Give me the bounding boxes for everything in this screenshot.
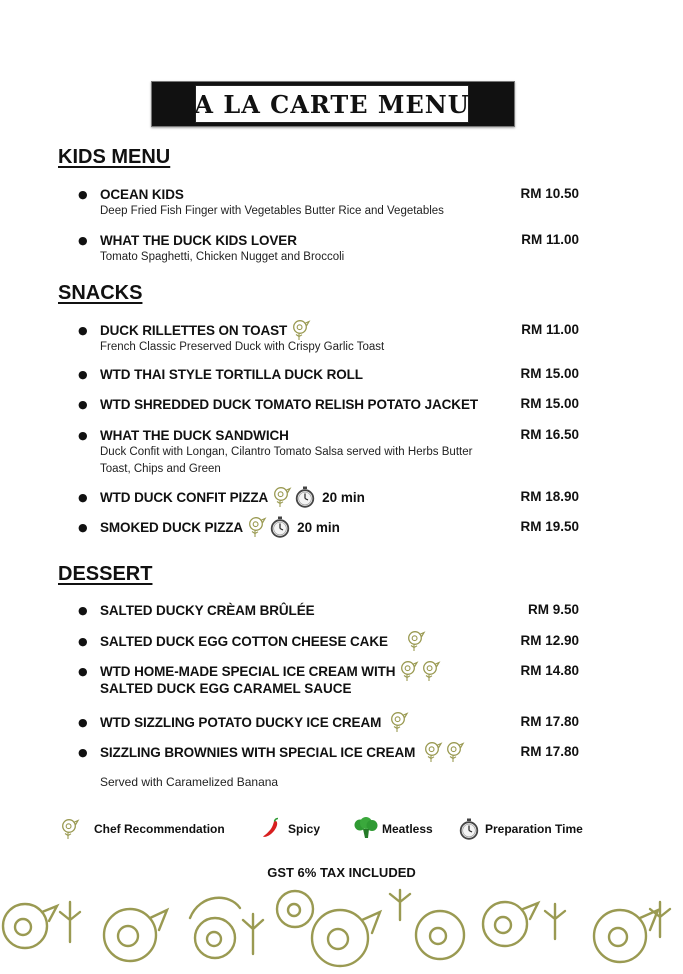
chef-recommendation-icon	[272, 486, 292, 508]
item-name: SMOKED DUCK PIZZA	[100, 519, 244, 535]
item-price: RM 18.90	[520, 489, 579, 504]
chef-recommendation-icon	[423, 741, 443, 763]
section-heading-dessert: DESSERT	[58, 563, 153, 585]
bullet: ●	[78, 187, 88, 201]
item-name: WTD HOME-MADE SPECIAL ICE CREAM WITH	[100, 663, 396, 679]
item-price: RM 19.50	[520, 519, 579, 534]
legend-chef-recommendation	[60, 815, 225, 843]
item-name: SALTED DUCKY CRÈAM BRÛLÉE	[100, 602, 315, 618]
section-heading-snacks: SNACKS	[58, 282, 143, 304]
bullet: ●	[78, 520, 88, 534]
menu-item	[78, 426, 588, 478]
item-name: WTD SHREDDED DUCK TOMATO RELISH POTATO JACKET	[100, 396, 479, 412]
bullet: ●	[78, 745, 88, 759]
item-price: RM 9.50	[527, 602, 579, 617]
item-price: RM 10.50	[520, 186, 579, 201]
icon-legend	[58, 815, 618, 843]
item-price: RM 17.80	[520, 714, 579, 729]
stopwatch-icon	[269, 516, 291, 538]
broccoli-icon	[352, 817, 380, 842]
item-name: WTD SIZZLING POTATO DUCKY ICE CREAM	[100, 714, 382, 730]
item-name: OCEAN KIDS	[100, 186, 184, 202]
menu-item	[78, 185, 588, 220]
item-price: RM 17.80	[520, 744, 579, 759]
item-price: RM 14.80	[520, 663, 579, 678]
legend-spicy	[260, 815, 320, 843]
title-banner	[151, 81, 515, 127]
menu-item	[78, 321, 588, 356]
item-description: Deep Fried Fish Finger with Vegetables Butter Rice and Vegetables	[100, 205, 444, 217]
legend-label: Chef Recommendation	[94, 822, 225, 836]
menu-item	[78, 395, 588, 413]
item-name: SALTED DUCK EGG COTTON CHEESE CAKE	[100, 633, 388, 649]
chef-recommendation-icon	[445, 741, 465, 763]
chef-recommendation-icon	[406, 630, 426, 652]
legend-preparation-time	[458, 815, 583, 843]
bullet: ●	[78, 715, 88, 729]
item-description: Tomato Spaghetti, Chicken Nugget and Broccoli	[100, 251, 345, 263]
chef-recommendation-icon	[399, 660, 419, 682]
menu-item	[78, 662, 588, 698]
bullet: ●	[78, 428, 88, 442]
chef-recommendation-icon	[60, 818, 80, 840]
menu-item	[78, 743, 588, 761]
menu-title: A LA CARTE MENU	[194, 89, 470, 119]
legend-label: Preparation Time	[485, 822, 583, 836]
preparation-time: 20 min	[322, 489, 365, 505]
chef-recommendation-icon	[389, 711, 409, 733]
bullet: ●	[78, 490, 88, 504]
item-price: RM 16.50	[520, 427, 579, 442]
item-price: RM 15.00	[520, 366, 579, 381]
item-price: RM 11.00	[521, 322, 579, 337]
bullet: ●	[78, 397, 88, 411]
item-name: WTD THAI STYLE TORTILLA DUCK ROLL	[100, 366, 363, 382]
bullet: ●	[78, 367, 88, 381]
item-price: RM 12.90	[520, 633, 579, 648]
item-description: Duck Confit with Longan, Cilantro Tomato Salsa served with Herbs Butter Toast, Chips and Green	[100, 446, 473, 475]
menu-item	[78, 632, 588, 650]
menu-item	[78, 713, 588, 731]
section-heading-kids: KIDS MENU	[58, 146, 171, 168]
item-name: WTD DUCK CONFIT PIZZA	[100, 489, 269, 505]
chili-icon	[260, 817, 282, 842]
legend-meatless	[352, 815, 433, 843]
bullet: ●	[78, 664, 88, 678]
item-description: French Classic Preserved Duck with Crispy Garlic Toast	[100, 341, 385, 353]
bullet: ●	[78, 634, 88, 648]
menu-item	[78, 365, 588, 383]
preparation-time: 20 min	[297, 519, 340, 535]
menu-item	[78, 488, 588, 506]
menu-item	[78, 601, 588, 619]
stopwatch-icon	[294, 486, 316, 508]
item-name: SIZZLING BROWNIES WITH SPECIAL ICE CREAM	[100, 744, 416, 760]
bullet: ●	[78, 233, 88, 247]
legend-label: Meatless	[382, 822, 433, 836]
item-name-line-2: SALTED DUCK EGG CARAMEL SAUCE	[100, 681, 352, 696]
tax-note: GST 6% TAX INCLUDED	[267, 865, 416, 880]
bullet: ●	[78, 603, 88, 617]
chef-recommendation-icon	[421, 660, 441, 682]
stopwatch-icon	[458, 818, 480, 840]
bullet: ●	[78, 323, 88, 337]
dessert-note: Served with Caramelized Banana	[100, 775, 279, 789]
item-price: RM 15.00	[520, 396, 579, 411]
item-name: WHAT THE DUCK SANDWICH	[100, 427, 289, 443]
chef-recommendation-icon	[247, 516, 267, 538]
menu-item	[78, 231, 588, 266]
legend-label: Spicy	[288, 822, 321, 836]
chef-recommendation-icon	[291, 319, 311, 341]
duck-pattern-footer	[0, 888, 683, 974]
menu-item	[78, 518, 588, 536]
item-name: WHAT THE DUCK KIDS LOVER	[100, 232, 297, 248]
item-price: RM 11.00	[521, 232, 579, 247]
title-panel	[195, 85, 469, 123]
item-name: DUCK RILLETTES ON TOAST	[100, 322, 288, 338]
